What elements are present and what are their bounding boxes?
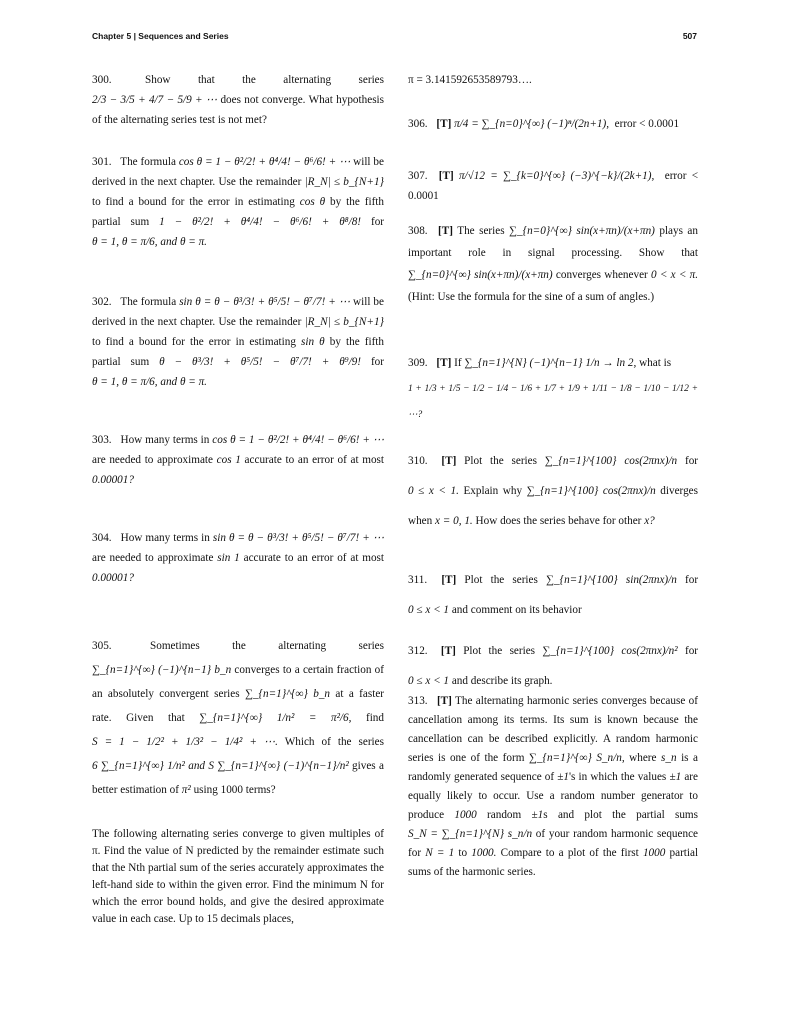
math: π/√12 = ∑_{k=0}^{∞} (−3)^{−k}/(2k+1), [458, 170, 655, 182]
text: of your random harmonic sequence for [408, 828, 699, 859]
math: θ − θ³/3! + θ⁵/5! − θ⁷/7! + θ⁹/9! [159, 356, 362, 368]
math: S_N = ∑_{n=1}^{N} s_n/n [408, 828, 533, 840]
math: ±1 [669, 771, 682, 783]
text: is a randomly generated sequence of [408, 752, 699, 783]
math: 0 ≤ x < 1 [408, 675, 450, 687]
text: How does the series behave for other [475, 515, 642, 527]
math: |R_N| ≤ b_{N+1} [304, 176, 385, 188]
math: ∑_{n=1}^{100} cos(2πnx)/n [526, 485, 656, 497]
error-bound: error < 0.0001 [614, 118, 680, 130]
math: 1000 [454, 809, 477, 821]
text: The series [457, 225, 505, 237]
text: to find a bound for the error in estimating [92, 336, 296, 348]
text: are equally likely to occur. Use a random number generator to produce [408, 771, 699, 821]
hint: (Hint: Use the formula for the sine of a sum of angles.) [408, 291, 655, 303]
text: If [454, 357, 462, 369]
text: are needed to approximate [92, 552, 214, 564]
text: converges to a certain fraction of an absolutely convergent series [92, 664, 384, 700]
text: Which of the series [284, 736, 384, 748]
math: 6 ∑_{n=1}^{∞} 1/n² and S ∑_{n=1}^{∞} (−1)^{n−1}/n² [92, 760, 349, 772]
math: 0 < x < π. [651, 269, 699, 281]
tech-tag: [T] [436, 695, 452, 707]
problem-300 [92, 70, 384, 130]
math: s_n [661, 752, 677, 764]
problem-309 [408, 350, 698, 428]
text: and comment on its behavior [451, 604, 582, 616]
text: 's in which the values [569, 771, 667, 783]
math: sin θ [301, 336, 325, 348]
tech-tag: [T] [441, 455, 457, 467]
math: sin θ = θ − θ³/3! + θ⁵/5! − θ⁷/7! + ⋯ [179, 296, 351, 308]
text: what is [639, 357, 672, 369]
text: Plot the series [464, 574, 538, 586]
math: ∑_{n=1}^{∞} b_n [244, 688, 331, 700]
text: and describe its graph. [451, 675, 553, 687]
math: cos 1 [216, 454, 241, 466]
text: plays an important role in signal processing. Show that [408, 225, 698, 259]
text: How many terms in [120, 532, 210, 544]
text: will be derived in the next chapter. Use the remainder [92, 156, 384, 188]
error-bound: error < 0.0001 [408, 170, 698, 202]
text: using 1000 terms? [193, 784, 276, 796]
text: Plot the series [464, 455, 537, 467]
text: find [365, 712, 384, 724]
text: for [370, 356, 384, 368]
problem-number: 305. [92, 640, 112, 652]
math: 2/3 − 3/5 + 4/7 − 5/9 + ⋯ [92, 94, 218, 106]
text: s and plot the partial sums [543, 809, 698, 821]
math: ∑_{n=0}^{∞} sin(x+πn)/(x+πn) [509, 225, 655, 237]
text: for [684, 645, 699, 657]
text: diverges when [408, 485, 698, 527]
problem-311 [408, 565, 698, 625]
problem-310 [408, 446, 698, 536]
problem-number: 311. [408, 574, 428, 586]
text: Explain why [463, 485, 523, 497]
math: ∑_{n=0}^{∞} sin(x+πn)/(x+πn) [408, 269, 553, 281]
math: θ = 1, θ = π/6, and θ = π. [92, 236, 207, 248]
text: for [685, 574, 699, 586]
math: S = 1 − 1/2² + 1/3² − 1/4² + ⋯. [92, 736, 278, 748]
tech-tag: [T] [436, 357, 452, 369]
tech-tag: [T] [438, 170, 454, 182]
tech-tag: [T] [438, 225, 453, 237]
problem-number: 307. [408, 170, 428, 182]
math: 1000 [642, 847, 666, 859]
problem-307 [408, 166, 698, 206]
text: Compare to a plot of the first [500, 847, 639, 859]
text: Sometimes the alternating series [150, 640, 385, 652]
tech-tag: [T] [441, 574, 457, 586]
tech-tag: [T] [436, 118, 452, 130]
math: cos θ = 1 − θ²/2! + θ⁴/4! − θ⁶/6! + ⋯ [178, 156, 351, 168]
problem-number: 304. [92, 532, 112, 544]
text: to find a bound for the error in estimating [92, 196, 295, 208]
text: Show that the alternating series [145, 74, 384, 86]
problem-301 [92, 152, 384, 252]
text: random [487, 809, 522, 821]
problem-number: 302. [92, 296, 112, 308]
math: N = 1 [425, 847, 455, 859]
math: sin 1 [217, 552, 240, 564]
text: gives a better estimation of [92, 760, 384, 796]
math: cos θ = 1 − θ²/2! + θ⁴/4! − θ⁶/6! + ⋯ [212, 434, 385, 446]
problem-302 [92, 292, 384, 392]
text: partial sums of the harmonic series. [408, 847, 699, 878]
math: π² [181, 784, 191, 796]
math: ∑_{n=1}^{100} sin(2πnx)/n [546, 574, 677, 586]
math: θ = 1, θ = π/6, and θ = π. [92, 376, 207, 388]
text: The alternating harmonic series converges because of cancellation among its terms. Its sum is known because the cancellation can be described explicitly. A random harmonic series is one of the form [408, 695, 698, 764]
math: ±1 [557, 771, 570, 783]
problem-306 [408, 114, 698, 134]
math: |R_N| ≤ b_{N+1} [304, 316, 385, 328]
math: 1 + 1/3 + 1/5 − 1/2 − 1/4 − 1/6 + 1/7 + 1/9 + 1/11 − 1/8 − 1/10 − 1/12 + ⋯? [408, 384, 698, 420]
text: by the fifth partial sum [92, 336, 385, 368]
math: 0.00001? [92, 474, 134, 486]
math: π/4 = ∑_{n=0}^{∞} (−1)ⁿ/(2n+1), [454, 118, 610, 130]
problem-number: 303. [92, 434, 112, 446]
problem-number: 301. [92, 156, 112, 168]
math: ∑_{n=1}^{100} cos(2πnx)/n [544, 455, 678, 467]
page-number: 507 [682, 31, 697, 41]
math: ±1 [531, 809, 544, 821]
text: will be derived in the next chapter. Use the remainder [92, 296, 384, 328]
math: 0 ≤ x < 1. [408, 485, 459, 497]
text: by the fifth partial sum [92, 196, 385, 228]
tech-tag: [T] [440, 645, 456, 657]
math: 0 ≤ x < 1 [408, 604, 450, 616]
problem-number: 313. [408, 695, 428, 707]
text: The formula [120, 296, 177, 308]
problem-number: 306. [408, 118, 428, 130]
problem-305 [92, 634, 384, 802]
math: 1 − θ²/2! + θ⁴/4! − θ⁶/6! + θ⁸/8! [159, 216, 362, 228]
problem-number: 310. [408, 455, 428, 467]
problem-308 [408, 220, 698, 308]
text: Plot the series [463, 645, 536, 657]
text: The formula [120, 156, 176, 168]
math: ∑_{n=1}^{∞} 1/n² = π²/6, [199, 712, 352, 724]
chapter-header: Chapter 5 | Sequences and Series [92, 31, 229, 41]
text: to [458, 847, 468, 859]
instructions-paragraph: The following alternating series converge to given multiples of π. Find the value of N predicted by the remainder estimate such that the Nth partial sum of the series accurately approximates the left-hand side to within the given error. Find the minimum N for which the error bound holds, and give the desired approximate value in each case. Up to 15 decimals places, [92, 828, 384, 925]
math: x? [644, 515, 655, 527]
text: for [684, 455, 699, 467]
problem-number: 312. [408, 645, 428, 657]
text: for [370, 216, 385, 228]
problem-312 [408, 636, 698, 696]
math: ∑_{n=1}^{N} (−1)^{n−1} 1/n → ln 2, [464, 357, 637, 369]
math: 0.00001? [92, 572, 134, 584]
text: does not converge. What hypothesis of the alternating series test is not met? [92, 94, 385, 126]
math: sin θ = θ − θ³/3! + θ⁵/5! − θ⁷/7! + ⋯ [212, 532, 385, 544]
text: converges whenever [555, 269, 648, 281]
text: where [629, 752, 657, 764]
text: accurate to an error of at most [243, 552, 385, 564]
math: 1000. [471, 847, 497, 859]
math: ∑_{n=1}^{∞} S_n/n, [528, 752, 625, 764]
problem-304 [92, 528, 384, 588]
problem-303 [92, 430, 384, 490]
math: cos θ [299, 196, 326, 208]
math: x = 0, 1. [435, 515, 473, 527]
pi-value: π = 3.141592653589793…. [408, 74, 532, 86]
text: How many terms in [120, 434, 210, 446]
problem-313 [408, 692, 698, 882]
math: ∑_{n=1}^{100} cos(2πnx)/n² [542, 645, 678, 657]
text: at a faster rate. Given that [92, 688, 385, 724]
problem-number: 308. [408, 225, 428, 237]
text: accurate to an error of at most [244, 454, 385, 466]
problem-number: 309. [408, 357, 428, 369]
text: are needed to approximate [92, 454, 213, 466]
math: ∑_{n=1}^{∞} (−1)^{n−1} b_n [92, 664, 232, 676]
problem-number: 300. [92, 74, 112, 86]
